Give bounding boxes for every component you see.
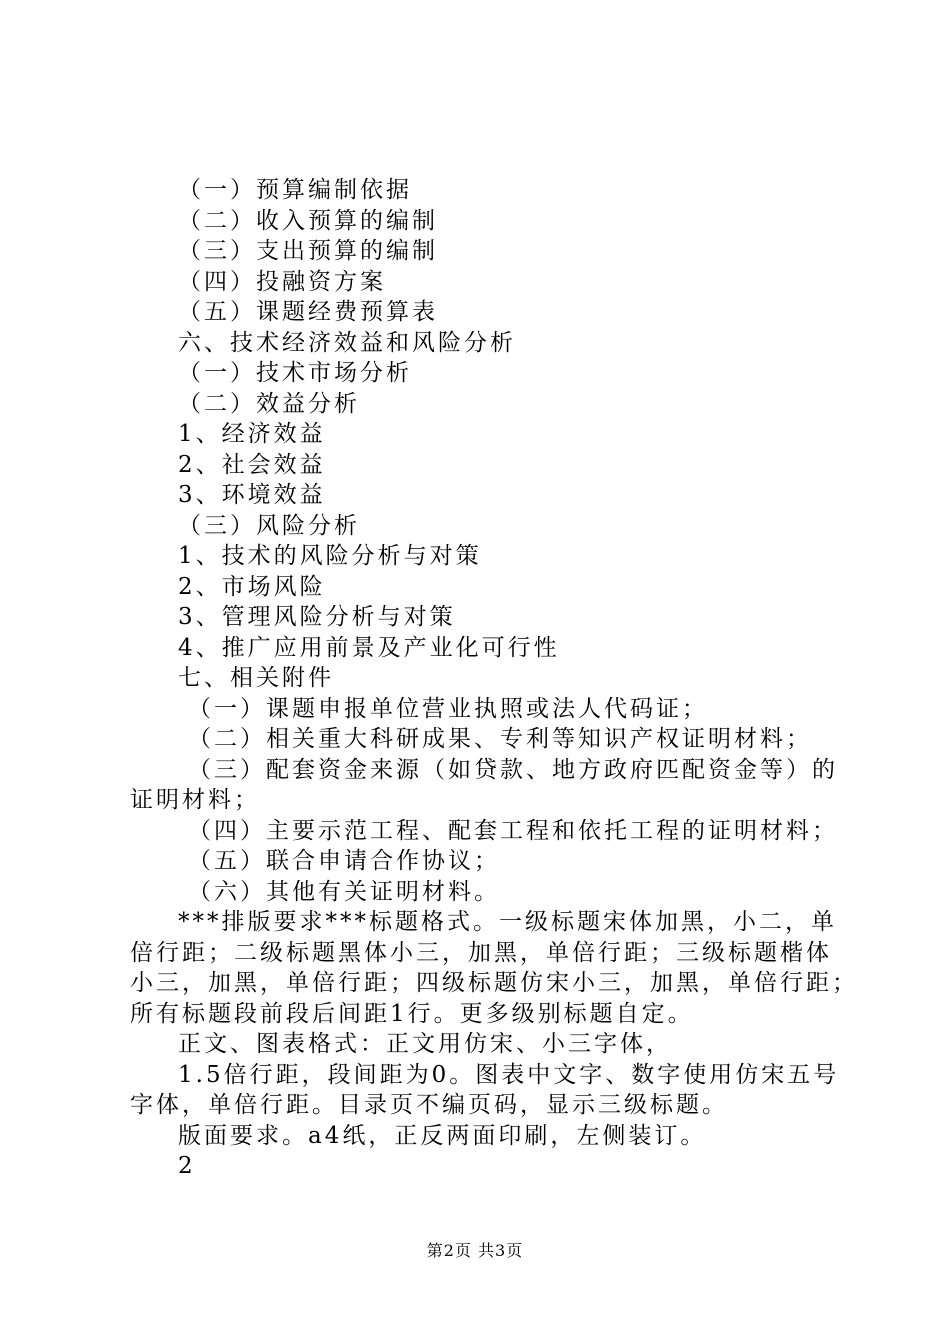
list-item-market-risk: 2、市场风险 (178, 573, 326, 600)
attachment-item-other: （六）其他有关证明材料。 (188, 878, 500, 905)
list-item-management-risk: 3、管理风险分析与对策 (178, 604, 456, 630)
section-item-income-budget: （二）收入预算的编制 (178, 207, 438, 234)
paragraph-format-title: ***排版要求***标题格式。一级标题宋体加黑，小二，单 (178, 909, 837, 935)
section-item-financing-plan: （四）投融资方案 (178, 268, 386, 295)
paragraph-layout-requirements: 版面要求。a4纸，正反两面印刷，左侧装订。 (178, 1122, 707, 1149)
list-item-social-benefit: 2、社会效益 (178, 451, 326, 478)
list-item-economic-benefit: 1、经济效益 (178, 421, 326, 447)
section-item-expense-budget: （三）支出预算的编制 (178, 238, 438, 264)
attachment-item-funding-source-cont: 证明材料； (130, 787, 260, 813)
section-item-budget-basis: （一）预算编制依据 (178, 177, 412, 203)
attachment-item-ip-proof: （二）相关重大科研成果、专利等知识产权证明材料； (188, 726, 812, 752)
heading-attachments: 七、相关附件 (178, 665, 334, 691)
inline-page-number: 2 (178, 1153, 196, 1179)
paragraph-body-format: 正文、图表格式：正文用仿宋、小三字体， (178, 1031, 672, 1057)
heading-benefit-risk: 六、技术经济效益和风险分析 (178, 329, 516, 356)
attachment-item-project-proof: （四）主要示范工程、配套工程和依托工程的证明材料； (188, 817, 838, 844)
attachment-item-license: （一）课题申报单位营业执照或法人代码证； (188, 695, 708, 722)
paragraph-body-format-line-2: 1.5倍行距，段间距为0。图表中文字、数字使用仿宋五号 (178, 1061, 840, 1088)
section-item-risk-analysis: （三）风险分析 (178, 512, 360, 539)
paragraph-body-format-line-3: 字体，单倍行距。目录页不编页码，显示三级标题。 (130, 1092, 728, 1118)
attachment-item-cooperation: （五）联合申请合作协议； (188, 848, 500, 874)
section-item-market-analysis: （一）技术市场分析 (178, 360, 412, 386)
paragraph-format-line-3: 小三，加黑，单倍行距；四级标题仿宋小三，加黑，单倍行距； (130, 970, 858, 996)
section-item-benefit-analysis: （二）效益分析 (178, 390, 360, 417)
list-item-environmental-benefit: 3、环境效益 (178, 482, 326, 508)
document-body (130, 175, 858, 1182)
list-item-technical-risk: 1、技术的风险分析与对策 (178, 543, 482, 569)
paragraph-format-line-2: 倍行距；二级标题黑体小三，加黑，单倍行距；三级标题楷体 (130, 939, 832, 966)
paragraph-format-line-4: 所有标题段前段后间距1行。更多级别标题自定。 (130, 1000, 694, 1027)
attachment-item-funding-source: （三）配套资金来源（如贷款、地方政府匹配资金等）的 (188, 756, 838, 783)
list-item-application-prospect: 4、推广应用前景及产业化可行性 (178, 634, 560, 661)
page-footer: 第2页 共3页 (426, 1241, 524, 1260)
section-item-budget-table: （五）课题经费预算表 (178, 299, 438, 325)
